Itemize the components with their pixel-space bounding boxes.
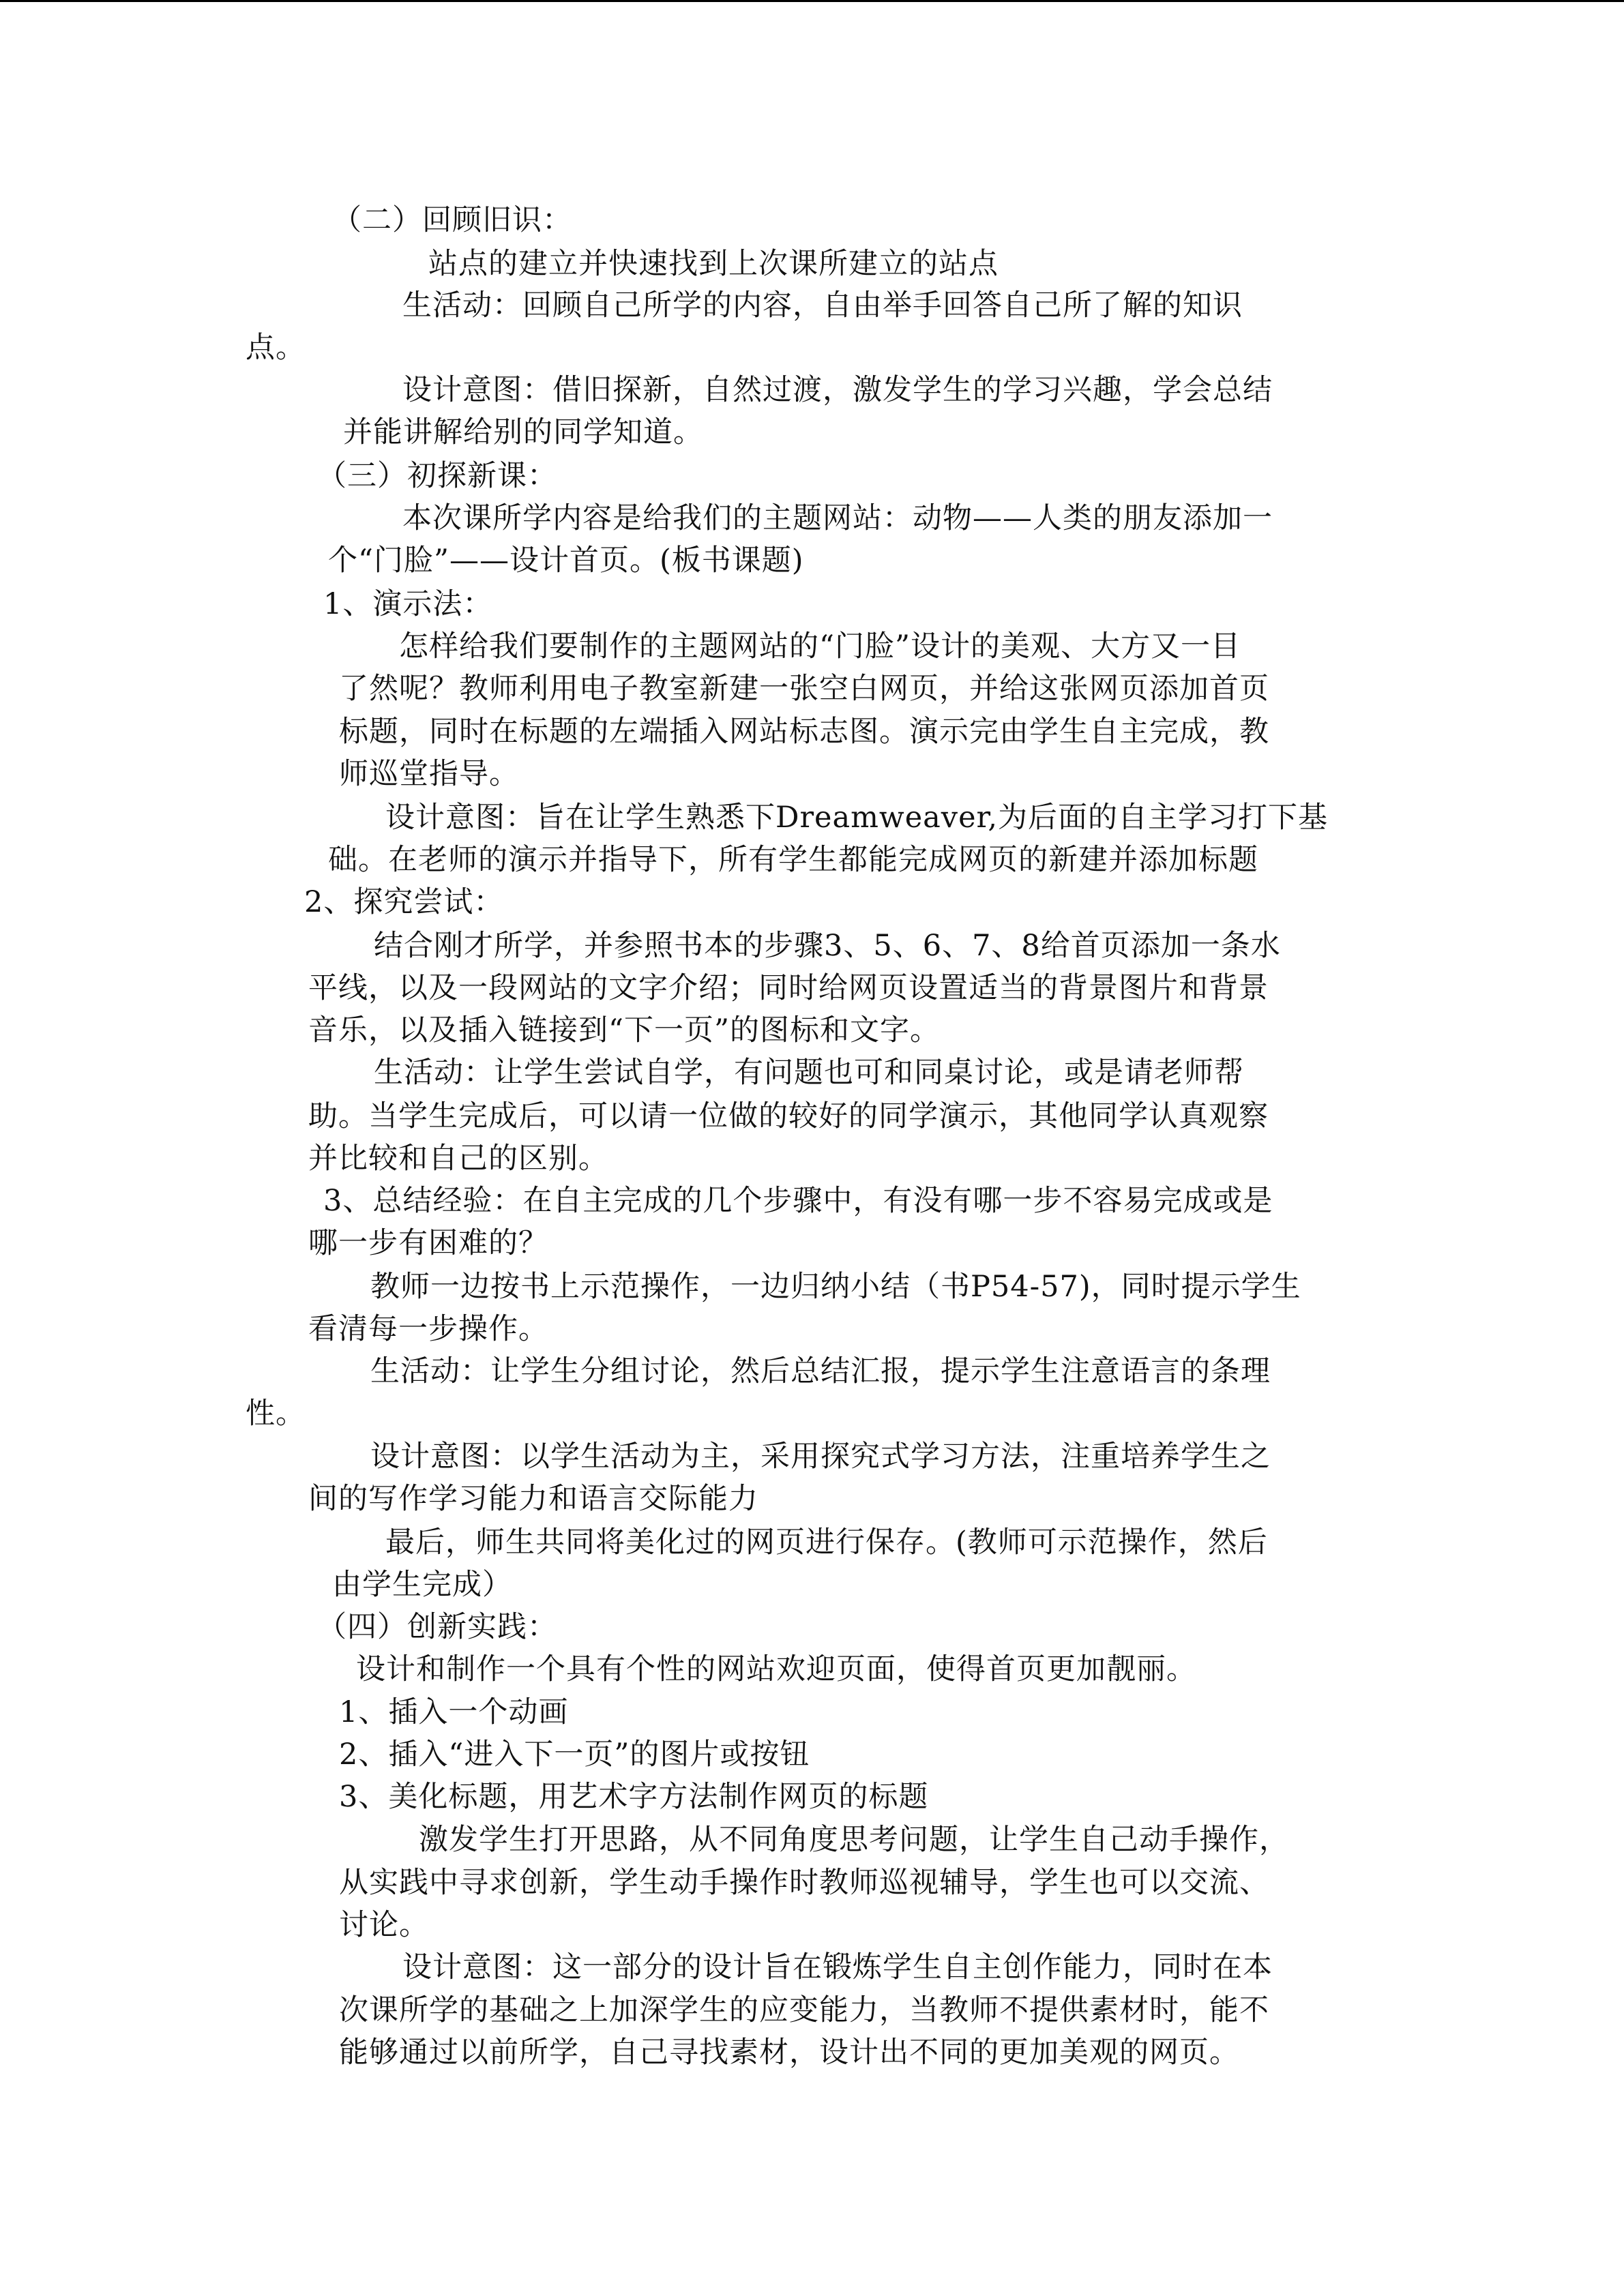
subheading-demo: 1、演示法： — [323, 587, 493, 621]
paragraph-line: 个“门脸”——设计首页。(板书课题) — [328, 543, 804, 578]
paragraph-line: 点。 — [246, 331, 306, 365]
paragraph-line: 讨论。 — [339, 1908, 429, 1942]
paragraph-line: 能够通过以前所学，自己寻找素材，设计出不同的更加美观的网页。 — [339, 2036, 1239, 2070]
paragraph-line: 设计意图：以学生活动为主，采用探究式学习方法，注重培养学生之 — [370, 1440, 1271, 1474]
paragraph-line: 性。 — [246, 1397, 306, 1431]
paragraph-line: 并能讲解给别的同学知道。 — [343, 415, 703, 449]
paragraph-line: 生活动：让学生尝试自学，有问题也可和同桌讨论，或是请老师帮 — [374, 1056, 1244, 1090]
paragraph-line: 看清每一步操作。 — [308, 1312, 548, 1346]
paragraph-line: 设计意图：借旧探新，自然过渡，激发学生的学习兴趣，学会总结 — [402, 373, 1273, 407]
paragraph-line: 站点的建立并快速找到上次课所建立的站点 — [428, 247, 999, 281]
heading-innovation: （四）创新实践： — [317, 1610, 557, 1644]
subheading-summary: 3、总结经验：在自主完成的几个步骤中，有没有哪一步不容易完成或是 — [323, 1184, 1273, 1218]
paragraph-line: 本次课所学内容是给我们的主题网站：动物——人类的朋友添加一 — [402, 501, 1273, 535]
list-item: 3、美化标题，用艺术字方法制作网页的标题 — [339, 1780, 929, 1814]
paragraph-line: 间的写作学习能力和语言交际能力 — [308, 1482, 758, 1516]
paragraph-line: 从实践中寻求创新，学生动手操作时教师巡视辅导，学生也可以交流、 — [339, 1866, 1269, 1900]
paragraph-line: 设计和制作一个具有个性的网站欢迎页面，使得首页更加靓丽。 — [356, 1652, 1196, 1686]
list-item: 1、插入一个动画 — [339, 1695, 569, 1729]
paragraph-line: 设计意图：旨在让学生熟悉下Dreamweaver,为后面的自主学习打下基 — [385, 801, 1329, 835]
heading-new-lesson: （三）初探新课： — [317, 459, 557, 493]
paragraph-line: 怎样给我们要制作的主题网站的“门脸”设计的美观、大方又一目 — [399, 629, 1241, 664]
paragraph-line: 激发学生打开思路，从不同角度思考问题，让学生自己动手操作， — [419, 1823, 1289, 1857]
paragraph-line: 生活动：让学生分组讨论，然后总结汇报，提示学生注意语言的条理 — [370, 1354, 1271, 1388]
paragraph-line: 并比较和自己的区别。 — [308, 1142, 608, 1176]
top-border-line — [0, 0, 1624, 2]
paragraph-line: 生活动：回顾自己所学的内容，自由举手回答自己所了解的知识 — [402, 288, 1243, 323]
list-item: 2、插入“进入下一页”的图片或按钮 — [339, 1738, 810, 1772]
paragraph-line: 助。当学生完成后，可以请一位做的较好的同学演示，其他同学认真观察 — [308, 1099, 1269, 1133]
paragraph-line: 结合刚才所学，并参照书本的步骤3、5、6、7、8给首页添加一条水 — [374, 929, 1281, 963]
paragraph-line: 师巡堂指导。 — [339, 757, 519, 791]
paragraph-line: 最后，师生共同将美化过的网页进行保存。(教师可示范操作，然后 — [385, 1525, 1268, 1560]
paragraph-line: 音乐，以及插入链接到“下一页”的图标和文字。 — [308, 1013, 940, 1047]
paragraph-line: 了然呢？教师利用电子教室新建一张空白网页，并给这张网页添加首页 — [339, 672, 1269, 706]
paragraph-line: 础。在老师的演示并指导下，所有学生都能完成网页的新建并添加标题 — [328, 843, 1258, 877]
paragraph-line: 次课所学的基础之上加深学生的应变能力，当教师不提供素材时，能不 — [339, 1993, 1269, 2027]
paragraph-line: 哪一步有困难的？ — [308, 1226, 548, 1260]
paragraph-line: 教师一边按书上示范操作，一边归纳小结（书P54-57)，同时提示学生 — [370, 1270, 1301, 1304]
paragraph-line: 由学生完成） — [332, 1568, 512, 1602]
paragraph-line: 标题，同时在标题的左端插入网站标志图。演示完由学生自主完成，教 — [339, 715, 1269, 749]
paragraph-line: 设计意图：这一部分的设计旨在锻炼学生自主创作能力，同时在本 — [402, 1950, 1273, 1984]
paragraph-line: 平线，以及一段网站的文字介绍；同时给网页设置适当的背景图片和背景 — [308, 971, 1269, 1005]
heading-review: （二）回顾旧识： — [332, 203, 572, 237]
subheading-explore: 2、探究尝试： — [304, 885, 504, 919]
